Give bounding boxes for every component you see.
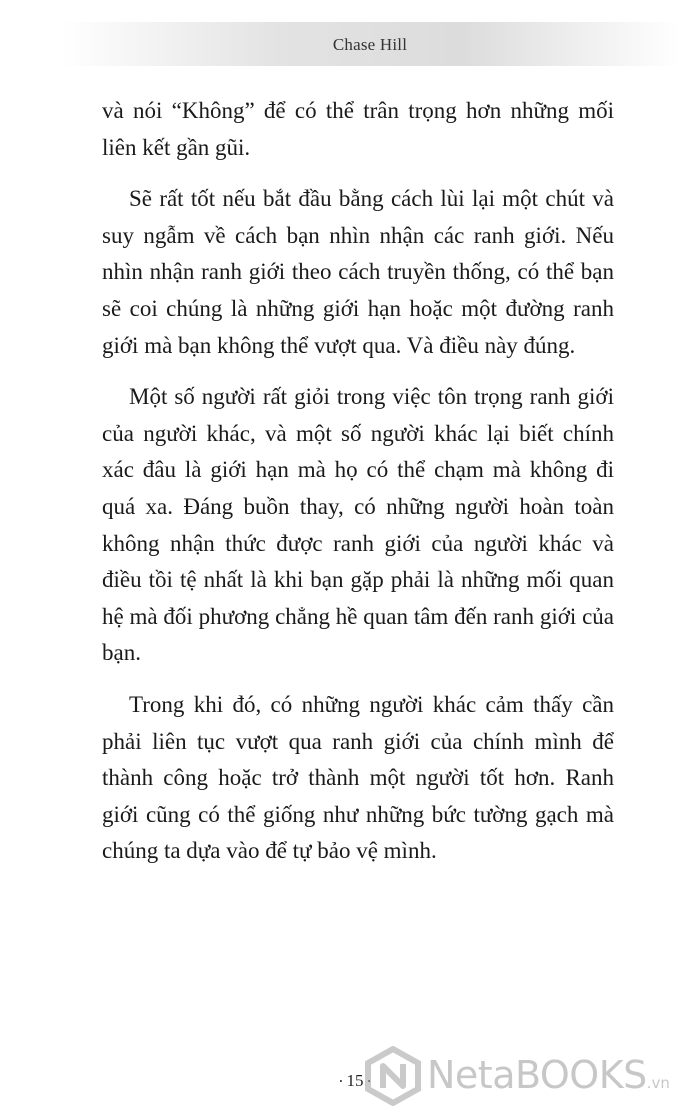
- watermark-brand: NetaBOOKS: [427, 1053, 647, 1097]
- paragraph: và nói “Không” để có thể trân trọng hơn những mối liên kết gần gũi.: [102, 98, 614, 160]
- page-number-left-mark: •: [339, 1077, 343, 1087]
- watermark: [363, 1040, 693, 1110]
- netabooks-logo-icon: [363, 1046, 423, 1106]
- paragraph: Một số người rất giỏi trong việc tôn trọng ranh giới của người khác, và một số người khác lại biết chính xác đâu là giới hạn mà họ có thể chạm mà không đi quá xa. Đáng buồn thay, có những người hoàn toàn không nhận thức được ranh giới của người khác và điều tồi tệ nhất là khi bạn gặp phải là những mối quan hệ mà đối phương chẳng hề quan tâm đến ranh giới của bạn.: [102, 384, 614, 666]
- watermark-text: [427, 1050, 670, 1108]
- watermark-suffix: .vn: [646, 1074, 670, 1092]
- paragraph: Trong khi đó, có những người khác cảm thấy cần phải liên tục vượt qua ranh giới của chính mình để thành công hoặc trở thành một người tốt hơn. Ranh giới cũng có thể giống như những bức tường gạch mà chúng ta dựa vào để tự bảo vệ mình.: [102, 691, 614, 864]
- running-header-title: Chase Hill: [332, 35, 408, 54]
- page-body: [102, 93, 614, 885]
- paragraph: Sẽ rất tốt nếu bắt đầu bằng cách lùi lại một chút và suy ngẫm về cách bạn nhìn nhận các ranh giới. Nếu nhìn nhận ranh giới theo cách truyền thống, có thể bạn sẽ coi chúng là những giới hạn hoặc một đường ranh giới mà bạn không thể vượt qua. Và điều này đúng.: [102, 186, 614, 358]
- page-number-value: 15: [346, 1071, 364, 1090]
- page-number-right-mark: •: [367, 1077, 371, 1087]
